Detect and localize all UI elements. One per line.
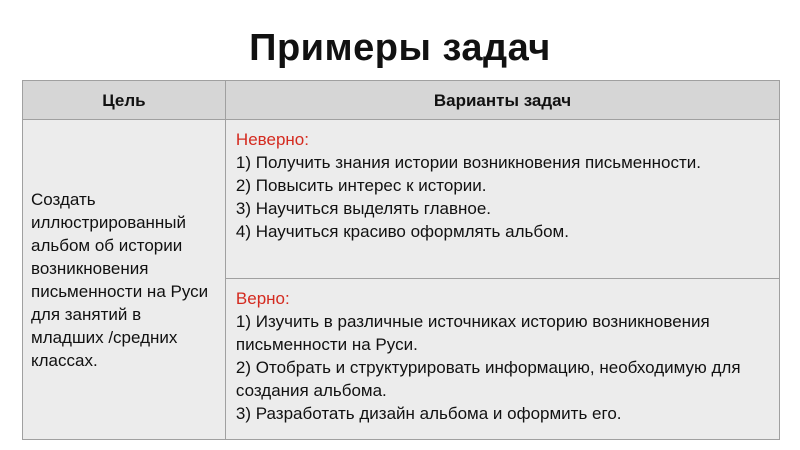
header-variants: Варианты задач (225, 81, 779, 120)
wrong-label: Неверно: (235, 130, 309, 149)
right-item: 2) Отобрать и структурировать информацию, необходимую для создания альбома. (235, 358, 741, 400)
right-item: 3) Разработать дизайн альбома и оформить его. (235, 404, 622, 423)
header-row (23, 81, 780, 120)
header-goal: Цель (23, 81, 226, 120)
wrong-variants-cell (225, 120, 779, 279)
right-variants-cell (225, 279, 779, 440)
goal-cell: Создать иллюстрированный альбом об истории возникновения письменности на Руси для занятий в младших /средних классах. (23, 120, 226, 440)
wrong-item: 3) Научиться выделять главное. (235, 199, 492, 218)
page-title: Примеры задач (249, 27, 551, 69)
wrong-item: 4) Научиться красиво оформлять альбом. (235, 222, 569, 241)
right-item: 1) Изучить в различные источниках историю возникновения письменности на Руси. (235, 312, 710, 354)
wrong-item: 2) Повысить интерес к истории. (235, 176, 487, 195)
wrong-item: 1) Получить знания истории возникновения письменности. (235, 153, 701, 172)
table-row (23, 120, 780, 279)
right-label: Верно: (235, 289, 290, 308)
tasks-table (22, 80, 780, 440)
